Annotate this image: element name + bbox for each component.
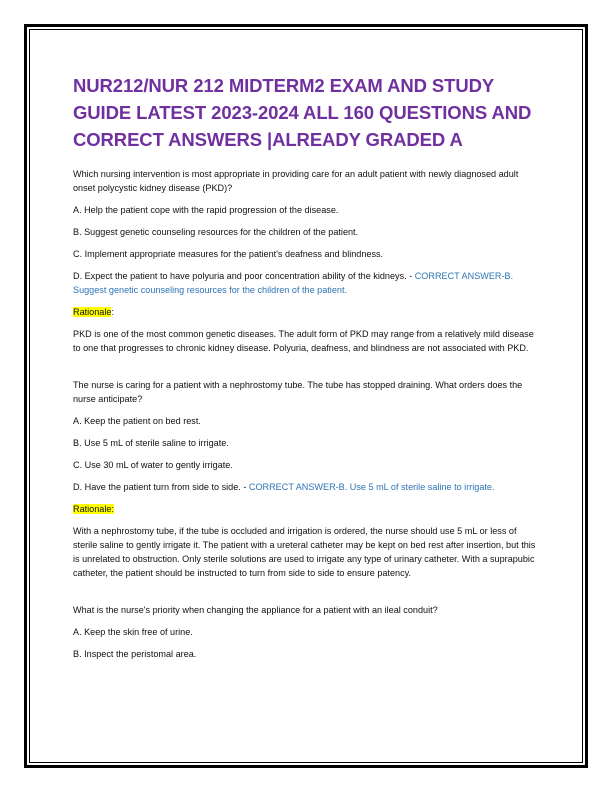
rationale-heading: [73, 305, 543, 319]
rationale-label: Rationale: [73, 307, 112, 317]
spacer: [73, 588, 543, 603]
option-d-text: D. Expect the patient to have polyuria and poor concentration ability of the kidneys. -: [73, 271, 415, 281]
option-d-text: D. Have the patient turn from side to side. -: [73, 482, 249, 492]
option-a: A. Keep the patient on bed rest.: [73, 416, 201, 426]
correct-answer: CORRECT ANSWER-B. Use 5 mL of sterile saline to irrigate.: [248, 482, 495, 492]
option-d: [73, 269, 543, 297]
option-a: A. Keep the skin free of urine.: [73, 627, 193, 637]
rationale-heading: [73, 502, 543, 516]
rationale-colon: :: [111, 307, 114, 317]
question-text: What is the nurse's priority when changing the appliance for a patient with an ileal conduit?: [73, 605, 438, 615]
option-a: A. Help the patient cope with the rapid progression of the disease.: [73, 205, 339, 215]
option-b: B. Use 5 mL of sterile saline to irrigate.: [73, 438, 229, 448]
question-text: The nurse is caring for a patient with a nephrostomy tube. The tube has stopped draining. What orders does the nurse anticipate?: [73, 380, 523, 404]
option-b: B. Suggest genetic counseling resources for the children of the patient.: [73, 227, 359, 237]
question-1: [73, 167, 543, 355]
rationale-text: PKD is one of the most common genetic diseases. The adult form of PKD may range from a relatively mild disease to one that progresses to chronic kidney disease. Polyuria, deafness, and blindness are not associated with PKD.: [73, 329, 534, 353]
option-c: C. Implement appropriate measures for the patient's deafness and blindness.: [73, 249, 384, 259]
option-b: B. Inspect the peristomal area.: [73, 649, 197, 659]
document-body: [73, 72, 543, 669]
option-c: C. Use 30 mL of water to gently irrigate.: [73, 460, 233, 470]
question-2: [73, 378, 543, 580]
option-d: [73, 480, 543, 494]
spacer: [73, 363, 543, 378]
document-title: NUR212/NUR 212 MIDTERM2 EXAM AND STUDY GUIDE LATEST 2023-2024 ALL 160 QUESTIONS AND CORRECT ANSWERS |ALREADY GRADED A: [73, 75, 532, 150]
rationale-label: Rationale:: [73, 504, 114, 514]
question-3: [73, 603, 543, 661]
correct-answer: CORRECT ANSWER-B. Suggest genetic counseling resources for the children of the patient.: [73, 271, 514, 295]
question-text: Which nursing intervention is most appropriate in providing care for an adult patient with newly diagnosed adult onset polycystic kidney disease (PKD)?: [73, 169, 519, 193]
rationale-text: With a nephrostomy tube, if the tube is occluded and irrigation is ordered, the nurse should use 5 mL or less of sterile saline to gently irrigate it. The patient with a ureteral catheter may be kept on bed rest after insertion, but this is unrelated to obstruction. Only sterile solutions are used to irrigate any type of urinary catheter. With a suprapubic catheter, the patient should be instructed to turn from side to side to ensure patency.: [73, 526, 536, 578]
